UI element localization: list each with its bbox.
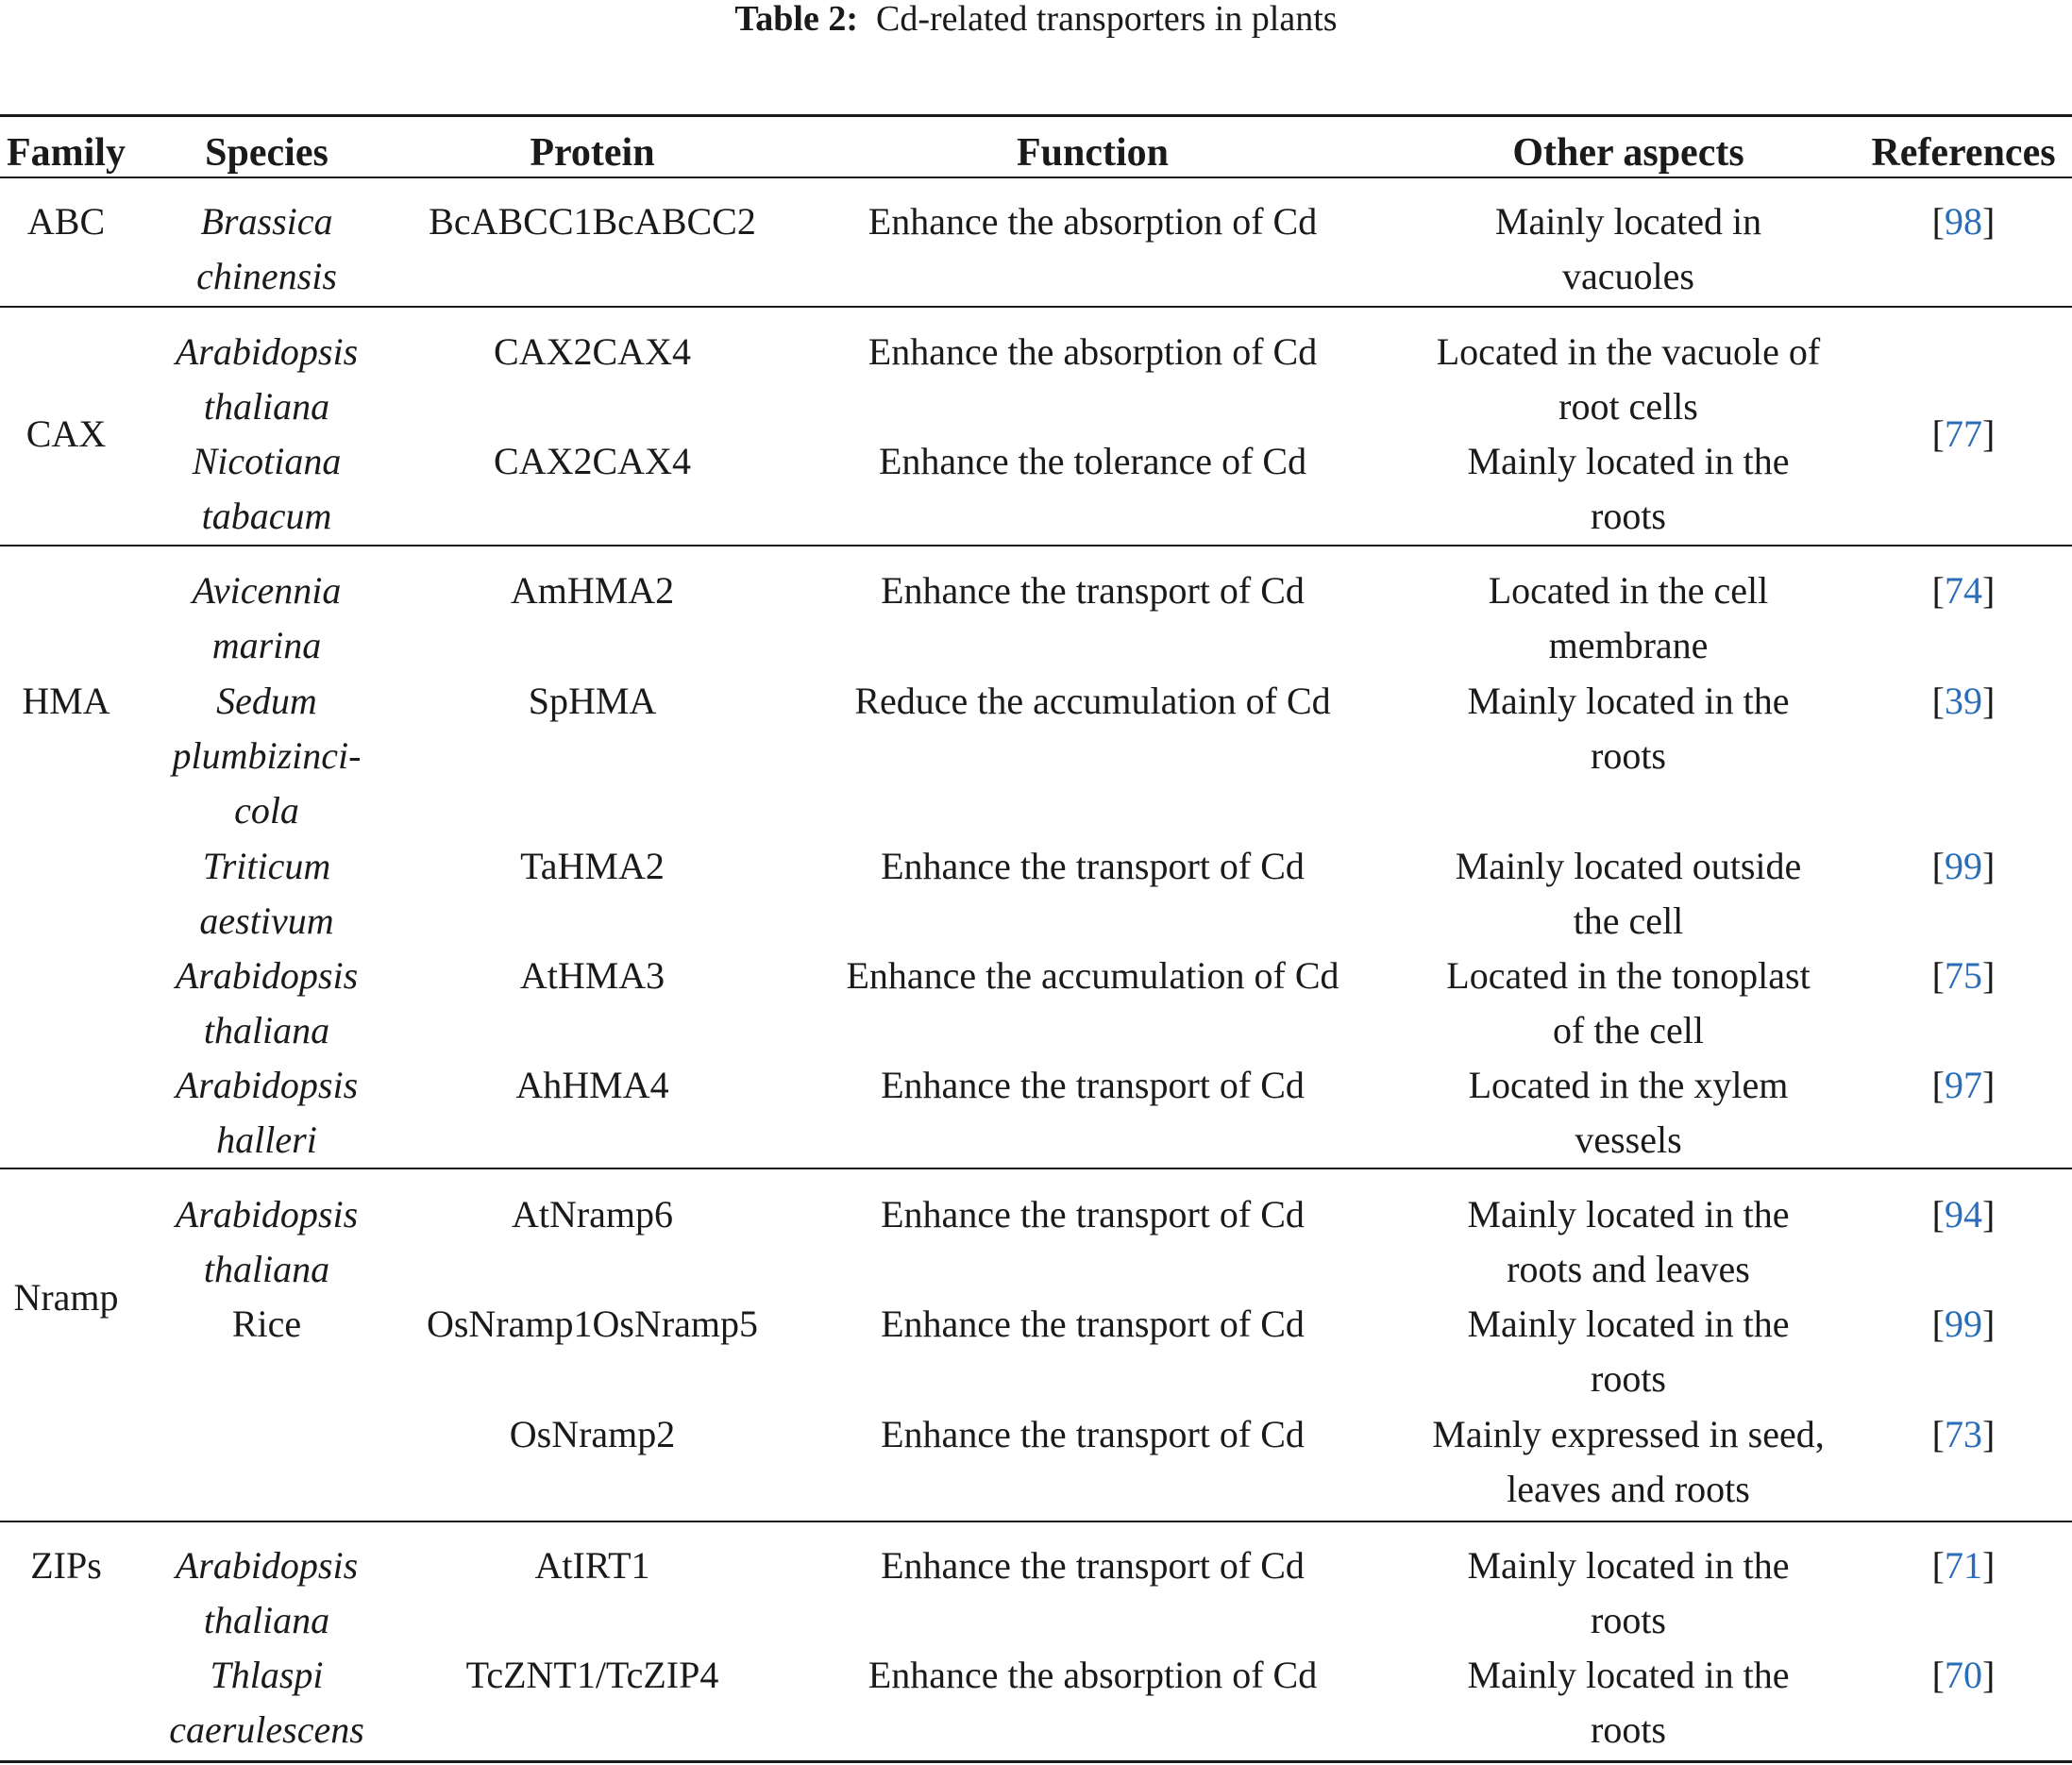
- reference-cell: [71]: [1931, 1544, 1996, 1587]
- protein-cell: OsNramp2: [509, 1413, 676, 1455]
- reference-cell: [70]: [1931, 1654, 1996, 1696]
- family-hma: HMA: [22, 680, 110, 722]
- other-aspects-cell: Mainly located in the roots: [1467, 440, 1790, 537]
- other-aspects-cell: Located in the xylem vessels: [1468, 1064, 1789, 1161]
- other-aspects-cell: Located in the cell membrane: [1488, 569, 1769, 666]
- function-cell: Enhance the transport of Cd: [881, 1193, 1305, 1236]
- reference-cell: [75]: [1931, 954, 1996, 997]
- other-aspects-cell: Located in the vacuole of root cells: [1436, 330, 1821, 428]
- function-cell: Enhance the transport of Cd: [881, 1064, 1305, 1106]
- species-cell: Arabidopsis thaliana: [175, 954, 359, 1051]
- protein-cell: TcZNT1/TcZIP4: [465, 1654, 719, 1696]
- reference-link[interactable]: 98: [1945, 200, 1982, 243]
- table-bottom-rule: [0, 1760, 2072, 1763]
- reference-link[interactable]: 77: [1945, 412, 1982, 455]
- species-cell: Thlaspi caerulescens: [169, 1654, 364, 1751]
- reference-link[interactable]: 99: [1945, 845, 1982, 887]
- other-aspects-cell: Located in the tonoplast of the cell: [1446, 954, 1811, 1051]
- protein-cell: CAX2CAX4: [494, 330, 691, 373]
- function-cell: Enhance the absorption of Cd: [868, 330, 1318, 373]
- reference-link[interactable]: 75: [1945, 954, 1982, 997]
- function-cell: Enhance the absorption of Cd: [868, 200, 1318, 243]
- function-cell: Enhance the transport of Cd: [881, 1303, 1305, 1345]
- other-aspects-cell: Mainly located in vacuoles: [1494, 200, 1762, 297]
- caption-label: Table 2:: [734, 0, 858, 39]
- reference-cell: [97]: [1931, 1064, 1996, 1106]
- family-abc: ABC: [26, 200, 106, 243]
- other-aspects-cell: Mainly located outside the cell: [1455, 845, 1802, 942]
- protein-cell: AtHMA3: [519, 954, 665, 997]
- reference-cell: [98]: [1931, 200, 1996, 243]
- protein-cell: SpHMA: [528, 680, 657, 722]
- species-cell: Brassica chinensis: [196, 200, 337, 297]
- protein-cell: AmHMA2: [510, 569, 675, 612]
- function-cell: Enhance the transport of Cd: [881, 1544, 1305, 1587]
- protein-cell: AtNramp6: [511, 1193, 674, 1236]
- function-cell: Enhance the accumulation of Cd: [846, 954, 1339, 997]
- other-aspects-cell: Mainly located in the roots and leaves: [1467, 1193, 1790, 1290]
- protein-cell: OsNramp1OsNramp5: [426, 1303, 759, 1345]
- reference-cell: [99]: [1931, 1303, 1996, 1345]
- reference-link[interactable]: 97: [1945, 1064, 1982, 1106]
- species-cell: Arabidopsis thaliana: [175, 1544, 359, 1641]
- reference-cell: [73]: [1931, 1413, 1996, 1455]
- header-species: Species: [205, 131, 328, 175]
- reference-cell: [39]: [1931, 680, 1996, 722]
- header-references: References: [1871, 131, 2056, 175]
- other-aspects-cell: Mainly located in the roots: [1467, 1654, 1790, 1751]
- protein-cell: AhHMA4: [515, 1064, 669, 1106]
- header-function: Function: [1016, 131, 1170, 175]
- species-cell: Arabidopsis thaliana: [175, 1193, 359, 1290]
- reference-link[interactable]: 94: [1945, 1193, 1982, 1236]
- header-other-aspects: Other aspects: [1512, 131, 1744, 175]
- species-cell: Rice: [231, 1303, 302, 1345]
- group-rule-cax: [0, 545, 2072, 546]
- function-cell: Enhance the absorption of Cd: [868, 1654, 1318, 1696]
- group-rule-nramp: [0, 1521, 2072, 1522]
- group-rule-abc: [0, 306, 2072, 308]
- function-cell: Reduce the accumulation of Cd: [854, 680, 1331, 722]
- table-caption: [0, 0, 2072, 38]
- family-zips: ZIPs: [30, 1544, 102, 1587]
- species-cell: Triticum aestivum: [199, 845, 334, 942]
- reference-link[interactable]: 73: [1945, 1413, 1982, 1455]
- function-cell: Enhance the transport of Cd: [881, 569, 1305, 612]
- reference-link[interactable]: 99: [1945, 1303, 1982, 1345]
- group-rule-hma: [0, 1168, 2072, 1169]
- reference-link[interactable]: 70: [1945, 1654, 1982, 1696]
- reference-link[interactable]: 39: [1945, 680, 1982, 722]
- table-top-rule: [0, 114, 2072, 117]
- other-aspects-cell: Mainly located in the roots: [1467, 1544, 1790, 1641]
- protein-cell: AtIRT1: [534, 1544, 650, 1587]
- reference-cell: [99]: [1931, 845, 1996, 887]
- species-cell: Arabidopsis thaliana: [175, 330, 359, 428]
- reference-cell: [94]: [1931, 1193, 1996, 1236]
- function-cell: Enhance the transport of Cd: [881, 1413, 1305, 1455]
- header-protein: Protein: [530, 131, 655, 175]
- other-aspects-cell: Mainly located in the roots: [1467, 1303, 1790, 1400]
- protein-cell: TaHMA2: [520, 845, 665, 887]
- reference-cell: [74]: [1931, 569, 1996, 612]
- function-cell: Enhance the tolerance of Cd: [878, 440, 1307, 482]
- other-aspects-cell: Mainly located in the roots: [1467, 680, 1790, 777]
- family-cax: CAX: [25, 412, 107, 455]
- species-cell: Avicennia marina: [192, 569, 342, 666]
- other-aspects-cell: Mainly expressed in seed, leaves and roots: [1432, 1413, 1825, 1510]
- function-cell: Enhance the transport of Cd: [881, 845, 1305, 887]
- reference-link[interactable]: 74: [1945, 569, 1982, 612]
- family-nramp: Nramp: [13, 1276, 119, 1319]
- species-cell: Arabidopsis halleri: [175, 1064, 359, 1161]
- reference-link[interactable]: 71: [1945, 1544, 1982, 1587]
- header-family: Family: [7, 131, 126, 175]
- caption-text: Cd-related transporters in plants: [875, 0, 1338, 39]
- protein-cell: BcABCC1BcABCC2: [429, 200, 756, 243]
- species-cell: Nicotiana tabacum: [192, 440, 342, 537]
- reference-cell: [77]: [1931, 412, 1996, 455]
- species-cell: Sedum plumbizinci- cola: [172, 680, 362, 832]
- protein-cell: CAX2CAX4: [494, 440, 691, 482]
